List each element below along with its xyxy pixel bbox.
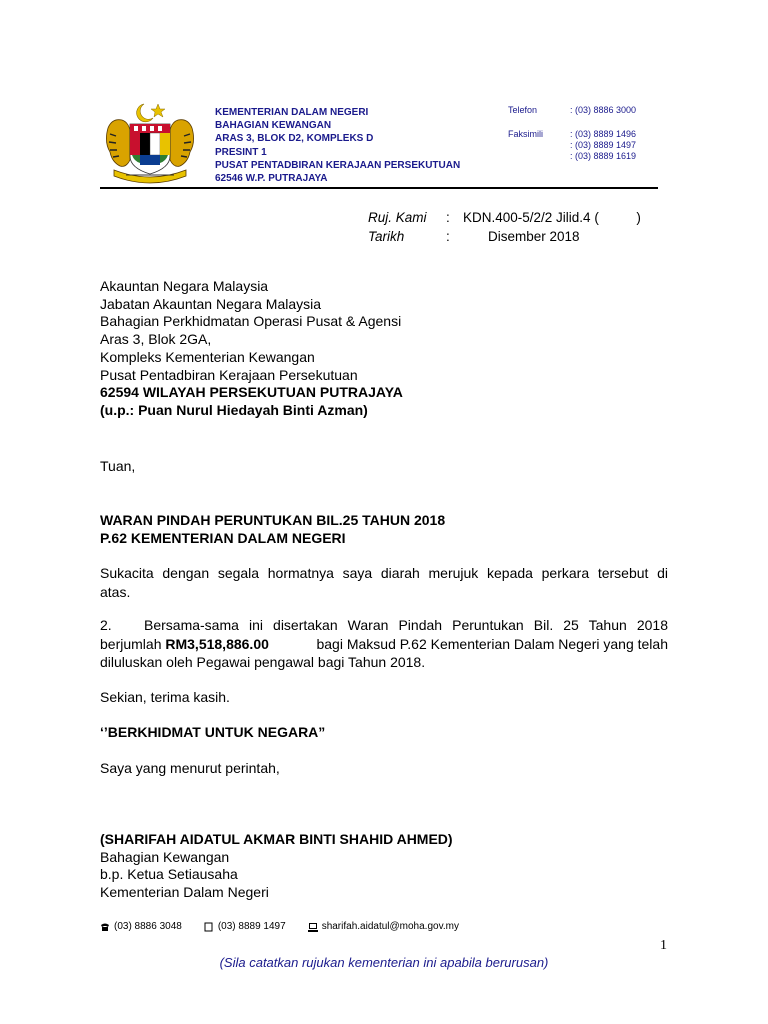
- footer-note: (Sila catatkan rujukan kementerian ini apabila berurusan): [219, 955, 549, 970]
- signatory-name: (SHARIFAH AIDATUL AKMAR BINTI SHAHID AHMED): [100, 831, 453, 847]
- telefon-value: : (03) 8886 3000: [570, 105, 637, 115]
- order-line: Saya yang menurut perintah,: [100, 760, 280, 776]
- paragraph-text: Bersama-sama ini disertakan Waran Pindah Peruntukan Bil. 25 Tahun 2018: [144, 617, 668, 633]
- address-line: Bahagian Perkhidmatan Operasi Pusat & Agensi: [100, 313, 402, 330]
- faksimili-value: : (03) 8889 1619: [570, 151, 637, 161]
- footer-fax: [204, 921, 286, 932]
- org-line: ARAS 3, BLOK D2, KOMPLEKS D: [215, 133, 374, 145]
- paragraph-line: [100, 616, 668, 635]
- footer-phone: [100, 921, 182, 932]
- ruj-colon: :: [446, 210, 450, 225]
- paragraph-line: Sukacita dengan segala hormatnya saya diarah merujuk kepada perkara tersebut di: [100, 565, 668, 581]
- page-number: 1: [660, 938, 667, 953]
- letterhead-divider: [100, 187, 658, 189]
- footer-email: [308, 921, 459, 932]
- signatory-line: Kementerian Dalam Negeri: [100, 884, 269, 901]
- address-line: Jabatan Akauntan Negara Malaysia: [100, 295, 322, 312]
- address-line: Aras 3, Blok 2GA,: [100, 331, 212, 348]
- attention-line: (u.p.: Puan Nurul Hiedayah Binti Azman): [100, 401, 368, 418]
- org-line: KEMENTERIAN DALAM NEGERI: [215, 107, 369, 118]
- ruj-kami-label: Ruj. Kami: [368, 210, 427, 225]
- signatory-line: Bahagian Kewangan: [100, 848, 230, 865]
- address-line-bold: 62594 WILAYAH PERSEKUTUAN PUTRAJAYA: [100, 384, 403, 401]
- footer-fax-text: (03) 8889 1497: [217, 921, 286, 932]
- org-line: BAHAGIAN KEWANGAN: [215, 120, 332, 132]
- motto: ‘’BERKHIDMAT UNTUK NEGARA”: [100, 724, 326, 740]
- paragraph-2: [100, 616, 668, 672]
- phone-icon: [100, 922, 110, 932]
- faksimili-value: : (03) 8889 1497: [570, 140, 637, 150]
- tarikh-value: Disember 2018: [488, 229, 580, 244]
- org-line: PUSAT PENTADBIRAN KERAJAAN PERSEKUTUAN: [215, 159, 461, 171]
- address-line: Kompleks Kementerian Kewangan: [100, 348, 315, 365]
- tarikh-label: Tarikh: [368, 229, 405, 244]
- closing: Sekian, terima kasih.: [100, 689, 230, 705]
- paragraph-text: bagi Maksud P.62 Kementerian Dalam Negeri yang telah: [312, 635, 668, 652]
- ruj-kami-value: KDN.400-5/2/2 Jilid.4 ( ): [463, 210, 641, 225]
- org-line: 62546 W.P. PUTRAJAYA: [215, 173, 328, 185]
- faksimili-value: : (03) 8889 1496: [570, 129, 637, 139]
- paragraph-line: [100, 635, 668, 654]
- tarikh-colon: :: [446, 229, 450, 244]
- letterhead-organisation: [215, 106, 460, 185]
- address-line: Akauntan Negara Malaysia: [100, 278, 269, 294]
- telefon-label: Telefon: [508, 105, 538, 115]
- paragraph-number: 2.: [100, 617, 112, 633]
- subject-line: P.62 KEMENTERIAN DALAM NEGERI: [100, 530, 346, 546]
- salutation: Tuan,: [100, 458, 136, 474]
- footer-phone-text: (03) 8886 3048: [114, 921, 182, 932]
- signatory-block: [100, 831, 453, 902]
- paragraph-text: berjumlah: [100, 635, 166, 652]
- footer-email-text: sharifah.aidatul@moha.gov.my: [321, 921, 459, 932]
- paragraph-1: [100, 564, 668, 601]
- subject-line: WARAN PINDAH PERUNTUKAN BIL.25 TAHUN 2018: [100, 512, 446, 528]
- coat-of-arms-icon: [100, 100, 200, 188]
- faksimili-label: Faksimili: [508, 129, 543, 139]
- org-line: PRESINT 1: [215, 146, 267, 158]
- paragraph-line: diluluskan oleh Pegawai pengawal bagi Tahun 2018.: [100, 654, 426, 671]
- fax-icon: [204, 922, 214, 932]
- subject-heading: [100, 511, 445, 547]
- footer-contact: [100, 921, 481, 932]
- recipient-address: [100, 278, 403, 420]
- signatory-line: b.p. Ketua Setiausaha: [100, 866, 238, 883]
- computer-icon: [308, 922, 318, 932]
- amount: RM3,518,886.00: [165, 635, 269, 652]
- paragraph-line: atas.: [100, 583, 131, 600]
- address-line: Pusat Pentadbiran Kerajaan Persekutuan: [100, 366, 358, 383]
